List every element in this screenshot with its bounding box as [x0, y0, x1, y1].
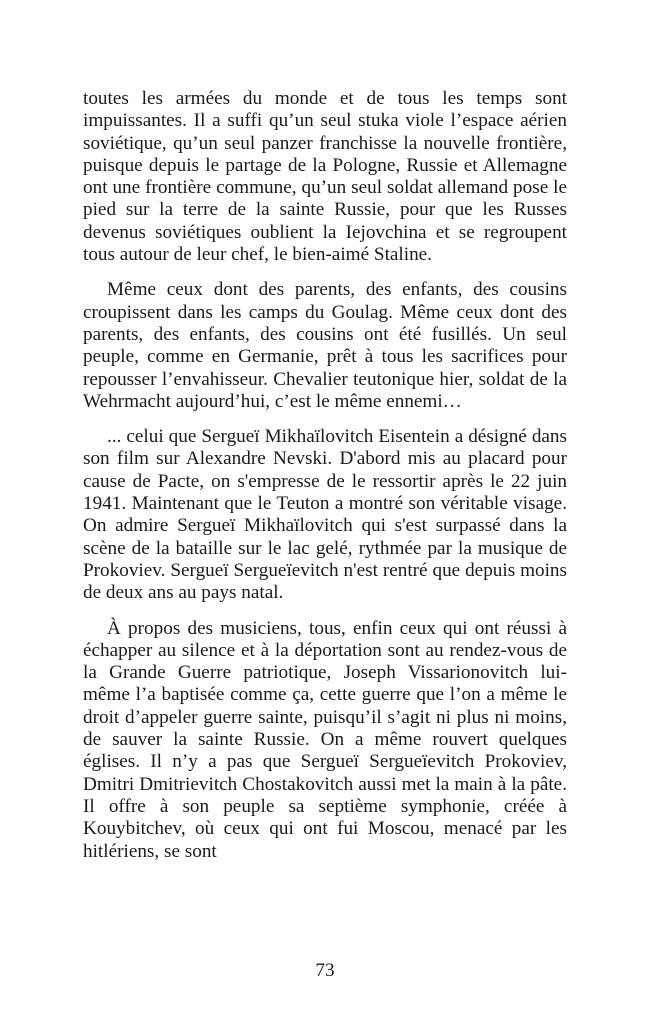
paragraph-3: ... celui que Sergueï Mikhaïlovitch Eisentein a désigné dans son film sur Alexandre Nevski. D'abord mis au placard pour cause de Pacte, on s'empresse de le ressortir après le 22 juin 1941. Maintenant que le Teuton a montré son véritable visage. On admire Sergueï Mikhaïlovitch qui s'est surpassé dans la scène de la bataille sur le lac gelé, rythmée par la musique de Prokoviev. Sergueï Sergueïevitch n'est rentré que depuis moins de deux ans au pays natal.	[83, 426, 567, 604]
page-number: 73	[315, 960, 335, 981]
paragraph-4: À propos des musiciens, tous, enfin ceux qui ont réussi à échapper au silence et à la déportation sont au rendez-vous de la Grande Guerre patriotique, Joseph Vissarionovitch lui-même l’a baptisée comme ça, cette guerre que l’on a même le droit d’appeler guerre sainte, puisqu’il s’agit ni plus ni moins, de sauver la sainte Russie. On a même rouvert quelques églises. Il n’y a pas que Sergueï Sergueïevitch Prokoviev, Dmitri Dmitrievitch Chostakovitch aussi met la main à la pâte. Il offre à son peuple sa septième symphonie, créée à Kouybitchev, où ceux qui ont fui Moscou, menacé par les hitlériens, se sont	[83, 617, 567, 862]
paragraph-2: Même ceux dont des parents, des enfants, des cousins croupissent dans les camps du Goulag. Même ceux dont des parents, des enfants, des cousins ont été fusillés. Un seul peuple, comme en Germanie, prêt à tous les sacrifices pour repousser l’envahisseur. Chevalier teutonique hier, soldat de la Wehrmacht aujourd’hui, c’est le même ennemi…	[83, 279, 567, 412]
page-body	[83, 88, 567, 876]
paragraph-1: toutes les armées du monde et de tous les temps sont impuissantes. Il a suffi qu’un seul stuka viole l’espace aérien soviétique, qu’un seul panzer franchisse la nouvelle frontière, puisque depuis le partage de la Pologne, Russie et Allemagne ont une frontière commune, qu’un seul soldat allemand pose le pied sur la terre de la sainte Russie, pour que les Russes devenus soviétiques oublient la Iejovchina et se regroupent tous autour de leur chef, le bien-aimé Staline.	[83, 88, 567, 266]
